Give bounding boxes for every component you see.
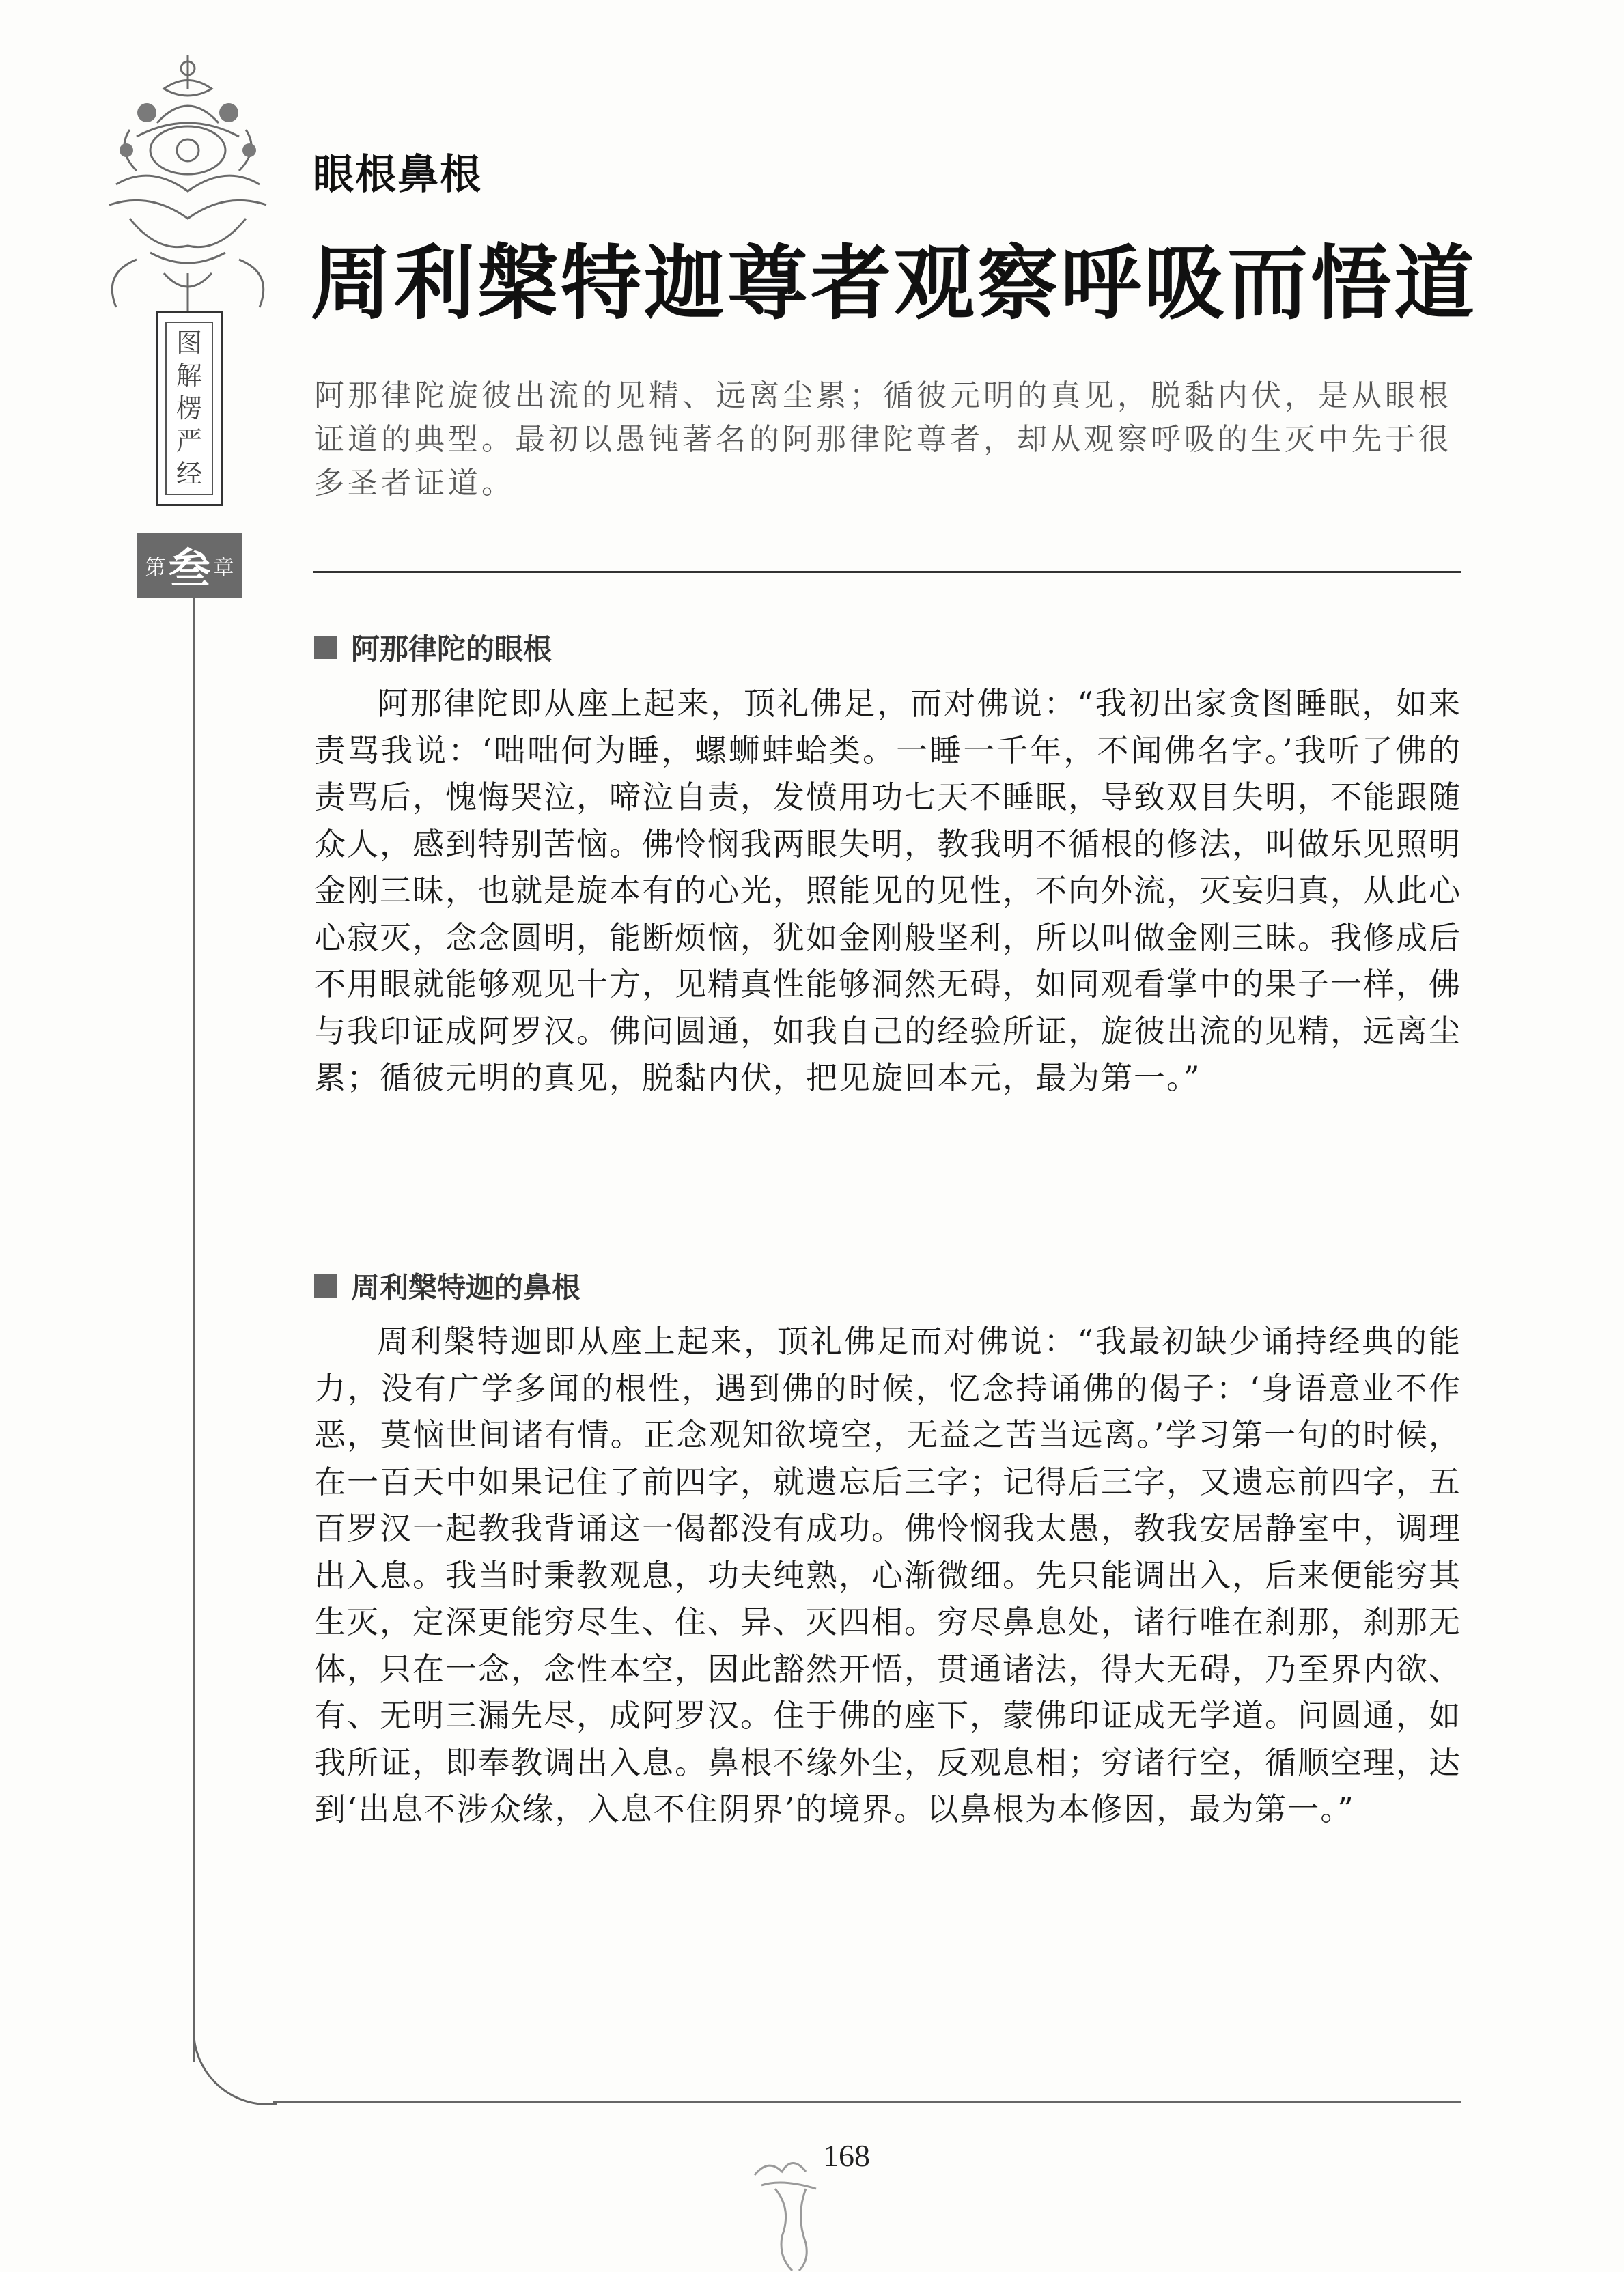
body-paragraph: 周利槃特迦即从座上起来，顶礼佛足而对佛说：“我最初缺少诵持经典的能力，没有广学多闻的根性，遇到佛的时候，忆念持诵佛的偈子：‘身语意业不作恶，莫恼世间诸有情。正念观知欲境空，无益之苦当远离。’学习第一句的时候，在一百天中如果记住了前四字，就遗忘后三字；记得后三字，又遗忘前四字，五百罗汉一起教我背诵这一偈都没有成功。佛怜悯我太愚，教我安居静室中，调理出入息。我当时秉教观息，功夫纯熟，心渐微细。先只能调出入，后来便能穷其生灭，定深更能穷尽生、住、异、灭四相。穷尽鼻息处，诸行唯在刹那，刹那无体，只在一念，念性本空，因此豁然开悟，贯通诸法，得大无碍，乃至界内欲、有、无明三漏先尽，成阿罗汉。住于佛的座下，蒙佛印证成无学道。问圆通，如我所证，即奉教调出入息。鼻根不缘外尘，反观息相；穷诸行空，循顺空理，达到‘出息不涉众缘，入息不住阴界’的境界。以鼻根为本修因，最为第一。” xyxy=(314,1323,1461,1827)
book-title-box xyxy=(156,311,223,506)
book-title-char: 楞 xyxy=(176,393,202,423)
title-divider xyxy=(313,571,1461,573)
square-bullet-icon xyxy=(314,1274,337,1298)
chapter-tab xyxy=(137,533,242,598)
book-title-char: 严 xyxy=(176,426,202,456)
book-title-char: 解 xyxy=(176,361,202,391)
intro-text: 阿那律陀旋彼出流的见精、远离尘累；循彼元明的真见，脱黏内伏，是从眼根证道的典型。最初以愚钝著名的阿那律陀尊者，却从观察呼吸的生灭中先于很多圣者证道。 xyxy=(314,378,1452,501)
book-title-vertical xyxy=(165,322,213,495)
section-heading-text: 周利槃特迦的鼻根 xyxy=(351,1271,581,1304)
bottom-corner-curve xyxy=(193,2021,277,2105)
chapter-prefix: 第 xyxy=(145,555,166,580)
bottom-rule xyxy=(273,2101,1461,2103)
section-heading xyxy=(314,1265,580,1306)
book-title-char: 经 xyxy=(176,459,202,489)
side-rule xyxy=(193,598,195,2062)
lotus-ornament-icon xyxy=(89,48,287,335)
section-heading-text: 阿那律陀的眼根 xyxy=(351,632,552,666)
page-title: 周利槃特迦尊者观察呼吸而悟道 xyxy=(311,236,1478,331)
page-number: 168 xyxy=(823,2138,870,2173)
body-paragraph: 阿那律陀即从座上起来，顶礼佛足，而对佛说：“我初出家贪图睡眠，如来责骂我说：‘咄咄何为睡，螺蛳蚌蛤类。一睡一千年，不闻佛名字。’我听了佛的责骂后，愧悔哭泣，啼泣自责，发愤用功七天不睡眠，导致双目失明，不能跟随众人，感到特别苦恼。佛怜悯我两眼失明，教我明不循根的修法，叫做乐见照明金刚三昧，也就是旋本有的心光，照能见的见性，不向外流，灭妄归真，从此心心寂灭，念念圆明，能断烦恼，犹如金刚般坚利，所以叫做金刚三昧。我修成后不用眼就能够观见十方，见精真性能够洞然无碍，如同观看掌中的果子一样，佛与我印证成阿罗汉。佛问圆通，如我自己的经验所证，旋彼出流的见精，远离尘累；循彼元明的真见，脱黏内伏，把见旋回本元，最为第一。” xyxy=(314,685,1461,1096)
intro-summary xyxy=(314,374,1461,505)
section-kicker: 眼根鼻根 xyxy=(313,151,482,199)
section-body xyxy=(314,680,1461,1102)
square-bullet-icon xyxy=(314,636,337,659)
chapter-number: 叁 xyxy=(168,544,211,593)
section-heading xyxy=(314,627,552,668)
book-title-char: 图 xyxy=(176,328,202,358)
chapter-suffix: 章 xyxy=(213,555,234,580)
section-body xyxy=(314,1318,1461,1833)
